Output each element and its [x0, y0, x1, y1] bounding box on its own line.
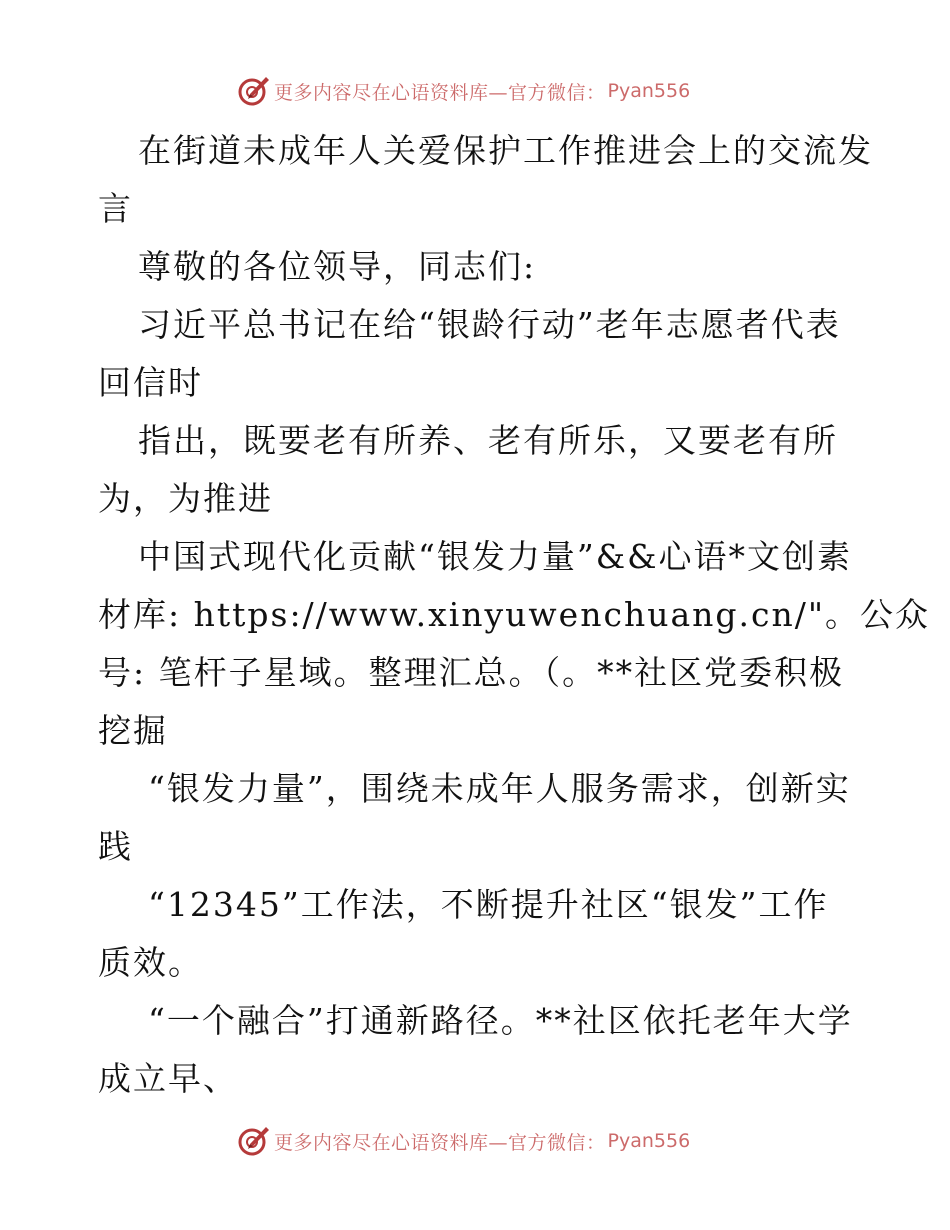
- document-body: [98, 122, 931, 1108]
- doc-line: 回信时: [98, 363, 203, 402]
- pen-logo-icon: [236, 74, 270, 108]
- pen-logo-icon: [236, 1124, 270, 1158]
- watermark-wechat-id: Pyan556: [607, 80, 691, 102]
- doc-line: “一个融合”打通新路径。**社区依托老年大学: [148, 1001, 853, 1040]
- doc-line: 习近平总书记在给“银龄行动”老年志愿者代表: [138, 305, 841, 344]
- doc-salutation: 尊敬的各位领导，同志们:: [138, 247, 537, 286]
- doc-line: 指出，既要老有所养、老有所乐，又要老有所: [138, 421, 838, 460]
- doc-line: 为，为推进: [98, 479, 273, 518]
- doc-title-line-1: 在街道未成年人关爱保护工作推进会上的交流发: [138, 131, 873, 170]
- watermark-wechat-id: Pyan556: [607, 1130, 691, 1152]
- doc-line: 中国式现代化贡献“银发力量”&&心语*文创素: [138, 537, 852, 576]
- doc-line: 践: [98, 827, 133, 866]
- doc-line: 质效。: [98, 943, 203, 982]
- doc-line: 号: 笔杆子星域。整理汇总。（。**社区党委积极: [98, 653, 845, 692]
- doc-line: “银发力量”，围绕未成年人服务需求，创新实: [148, 769, 851, 808]
- doc-title-line-2: 言: [98, 189, 133, 228]
- footer-watermark: [0, 1121, 950, 1161]
- doc-line: 材库: https://www.xinyuwenchuang.cn/"。公众: [98, 595, 931, 634]
- header-watermark: [0, 71, 950, 111]
- watermark-text: 更多内容尽在心语资料库—官方微信：: [274, 1131, 606, 1154]
- doc-line: “12345”工作法，不断提升社区“银发”工作: [148, 885, 829, 924]
- watermark-text: 更多内容尽在心语资料库—官方微信：: [274, 81, 606, 104]
- doc-line: 挖掘: [98, 711, 168, 750]
- doc-line: 成立早、: [98, 1059, 238, 1098]
